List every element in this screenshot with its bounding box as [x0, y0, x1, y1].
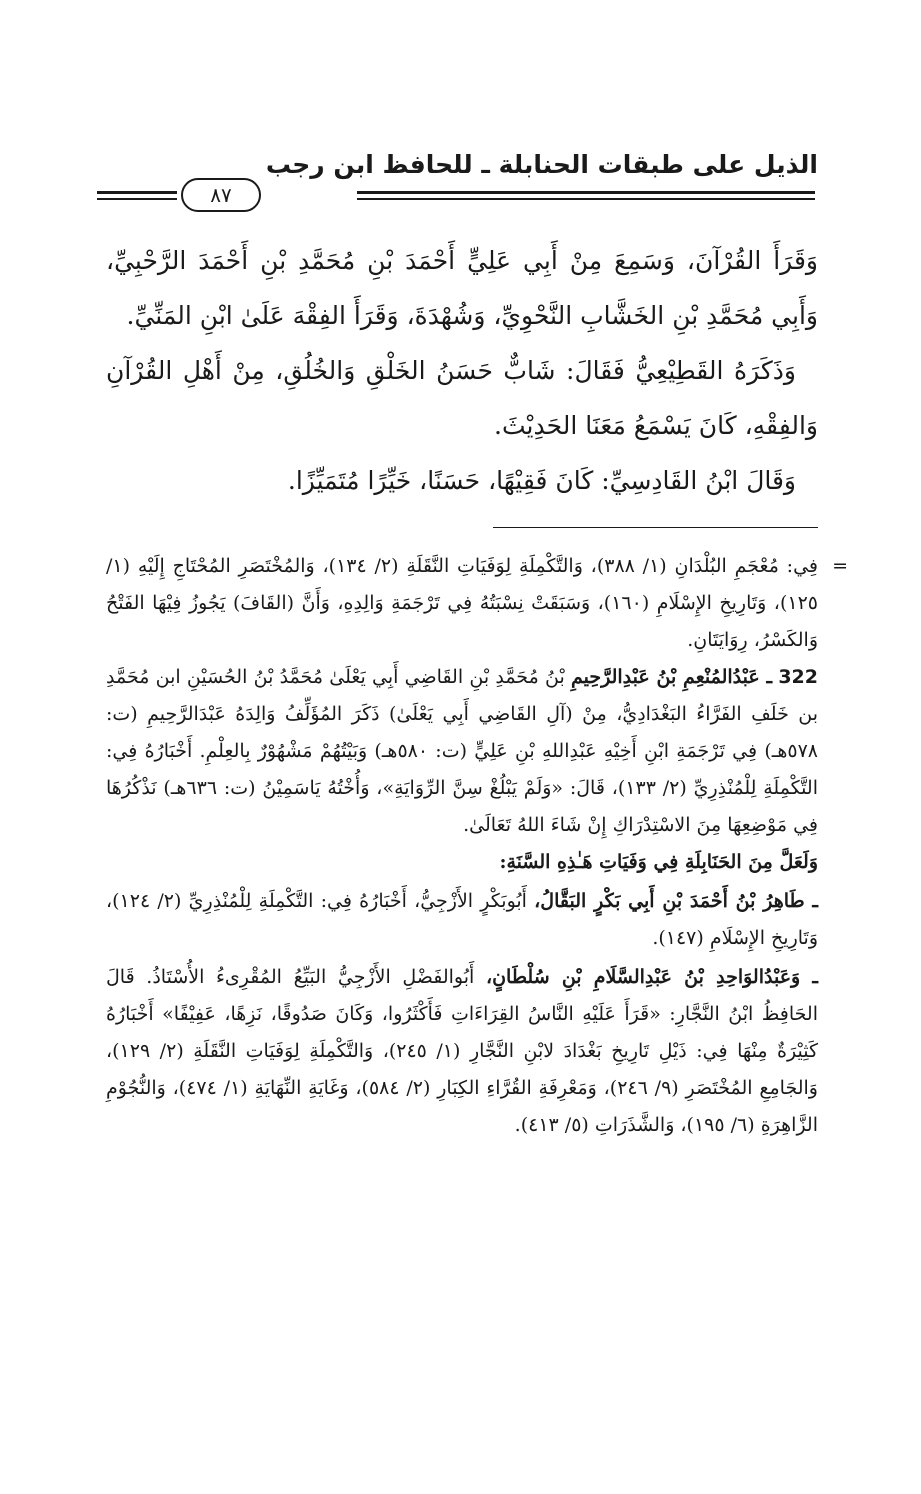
subentry-text: أَبُوالفَضْلِ الأَزْجِيُّ البَيِّعُ المُقْرِىءُ الأُسْتَاذُ. قَالَ الحَافِظُ ابْنُ النَّجَّارِ: «قَرَأَ عَلَيْهِ النَّاسُ القِرَاءَاتِ فَأَكْثَرُوا، وَكَانَ صَدُوقًا، نَزِهًا، عَفِيْفًا» أَخْبَارُهُ كَثِيْرَةٌ مِنْهَا فِي: ذَيْلِ تَارِيخِ بَغْدَادَ لابْنِ النَّجَّارِ (١/ ٢٤٥)، وَالتَّكْمِلَةِ لِوَفَيَاتِ النَّقَلَةِ (٢/ ١٢٩)، وَالجَامِعِ المُخْتَصَرِ (٩/ ٢٤٦)، وَمَعْرِفَةِ القُرَّاءِ الكِبَارِ (٢/ ٥٨٤)، وَغَايَةِ النِّهَايَةِ (١/ ٤٧٤)، وَالنُّجُوْمِ الزَّاهِرَةِ (٦/ ١٩٥)، وَالشَّذَرَاتِ (٥/ ٤١٣). — [106, 966, 818, 1136]
entry-text: بْنُ مُحَمَّدِ بْنِ القَاضِي أَبِي يَعْلَىٰ مُحَمَّدُ بْنُ الحُسَيْنِ ابن مُحَمَّدِ بن خَلَفِ الفَرَّاءُ البَغْدَادِيُّ، مِنْ (آلِ القَاضِي أَبِي يَعْلَىٰ) ذَكَرَ المُؤَلِّفُ وَالِدَهُ عَبْدَالرَّحِيمِ (ت: ٥٧٨هـ) فِي تَرْجَمَةِ ابْنِ أَخِيْهِ عَبْدِاللهِ بْنِ عَلِيٍّ (ت: ٥٨٠هـ) وَبَيْتُهُمْ مَشْهُوْرٌ بِالعِلْمِ. أَخْبَارُهُ فِي: التَّكْمِلَةِ لِلْمُنْذِرِيِّ (٢/ ١٣٣)، قَالَ: «وَلَمْ يَبْلُغْ سِنَّ الرِّوَايَةِ»، وَأُخْتُهُ يَاسَمِيْنُ (ت: ٦٣٦هـ) نَذْكُرُهَا فِي مَوْضِعِهَا مِنَ الاسْتِدْرَاكِ إِنْ شَاءَ اللهُ تَعَالَىٰ. — [106, 666, 818, 836]
header-rule-left-thin — [97, 198, 177, 200]
subentry-name: ـ وَعَبْدُالوَاحِدِ بْنُ عَبْدِالسَّلَامِ بْنِ سُلْطَانٍ، — [485, 966, 818, 988]
footnotes — [106, 548, 848, 1144]
header-rule — [97, 178, 815, 214]
entry-number: 322 — [778, 666, 818, 688]
footnote-continuation: فِي: مُعْجَمِ البُلْدَانِ (١/ ٣٨٨)، وَالتَّكْمِلَةِ لِوَفَيَاتِ النَّقَلَةِ (٢/ ١٣٤)، وَالمُخْتَصَرِ المُحْتَاجِ إِلَيْهِ (١/ ١٢٥)، وَتَارِيخِ الإِسْلَامِ (١٦٠)، وَسَبَقَتْ نِسْبَتُهُ فِي تَرْجَمَةِ وَالِدِهِ، وَأَنَّ (القَافَ) يَجُوزُ فِيْهَا الفَتْحُ وَالكَسْرُ، رِوَايَتَانِ. — [106, 555, 818, 651]
page-number: ٨٧ — [181, 178, 261, 212]
main-paragraph: وَقَالَ ابْنُ القَادِسِيِّ: كَانَ فَقِيْهًا، حَسَنًا، خَيِّرًا مُتَمَيِّزًا. — [287, 466, 796, 495]
main-text — [106, 233, 818, 508]
continuation-mark: = — [832, 555, 848, 577]
footnote-subentry — [106, 883, 818, 957]
header-rule-right — [357, 191, 815, 194]
footnote-separator — [493, 527, 818, 528]
header-rule-left — [97, 191, 177, 194]
subentry-name: ـ طَاهِرُ بْنُ أَحْمَدَ بْنِ أَبِي بَكْرٍ البَقَّالُ، — [534, 890, 818, 912]
entry-name: ـ عَبْدُالمُنْعِمِ بْنُ عَبْدِالرَّحِيمِ — [570, 666, 773, 688]
footnote-entry — [106, 659, 818, 844]
footnote-subheading: وَلَعَلَّ مِنَ الحَنَابِلَةِ فِي وَفَيَاتِ هَـٰذِهِ السَّنَةِ: — [499, 851, 818, 873]
running-title: الذيل على طبقات الحنابلة ـ للحافظ ابن رجب — [265, 150, 818, 179]
main-paragraph: وَذَكَرَهُ القَطِيْعِيُّ فَقَالَ: شَابٌّ حَسَنُ الخَلْقِ وَالخُلُقِ، مِنْ أَهْلِ القُرْآنِ وَالفِقْهِ، كَانَ يَسْمَعُ مَعَنَا الحَدِيْثَ. — [106, 356, 818, 440]
main-paragraph: وَقَرَأَ القُرْآنَ، وَسَمِعَ مِنْ أَبِي عَلِيٍّ أَحْمَدَ بْنِ مُحَمَّدِ بْنِ أَحْمَدَ الرَّحْبِيِّ، وَأَبِي مُحَمَّدِ بْنِ الخَشَّابِ النَّحْوِيِّ، وَشُهْدَةَ، وَقَرَأَ الفِقْهَ عَلَىٰ ابْنِ المَنِّيِّ. — [106, 246, 818, 330]
footnote-subentry — [106, 959, 818, 1144]
header-rule-right-thin — [357, 198, 815, 200]
subentry-text: أَبُوبَكْرٍ الأَزْجِيُّ، أَخْبَارُهُ فِي: التَّكْمِلَةِ لِلْمُنْذِرِيِّ (٢/ ١٢٤)، وَتَارِيخِ الإِسْلَامِ (١٤٧). — [106, 890, 818, 949]
